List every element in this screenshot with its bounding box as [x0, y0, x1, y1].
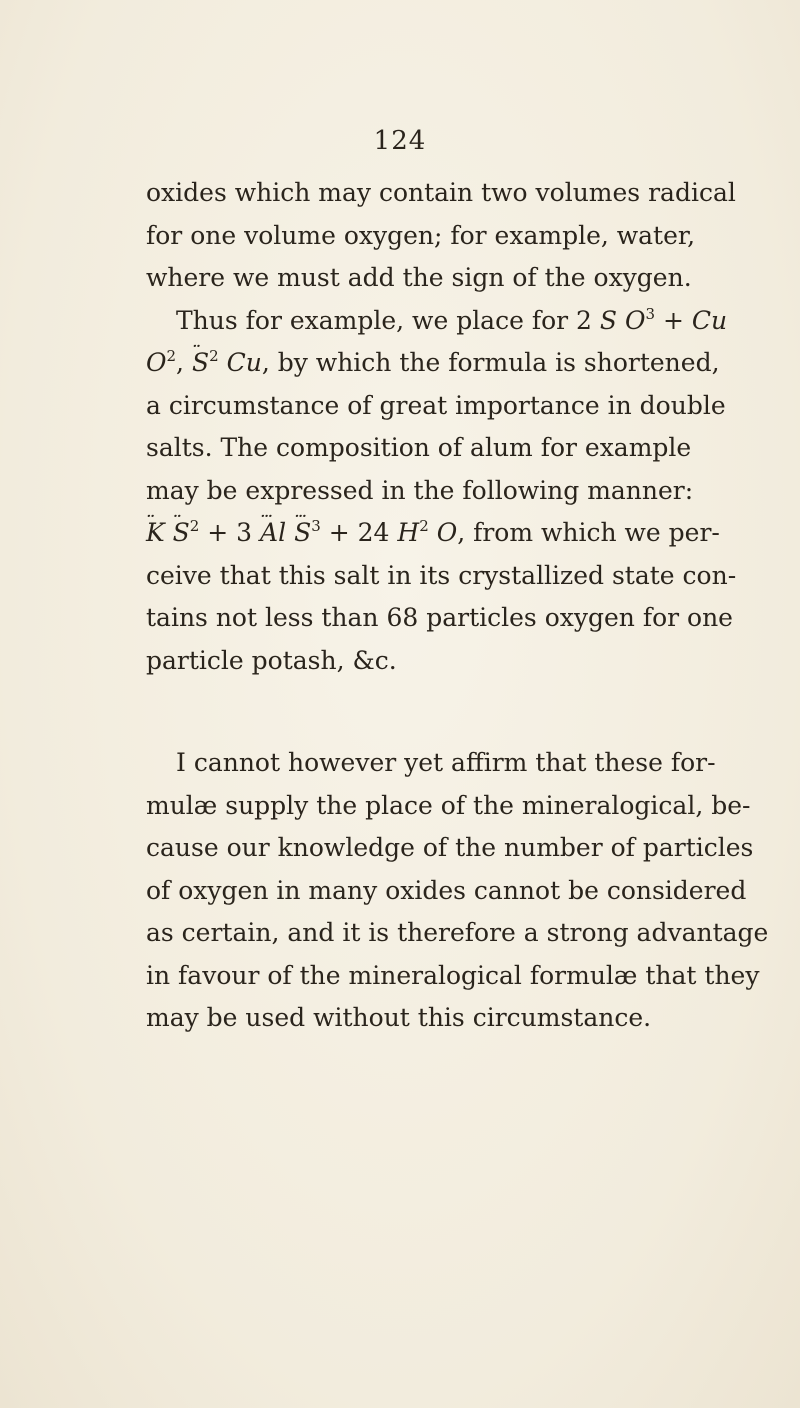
- paragraph-2: [146, 742, 769, 1040]
- formula-symbol: O: [436, 518, 458, 547]
- text-line: for one volume oxygen; for example, water,: [146, 220, 696, 250]
- text-line: where we must add the sign of the oxygen.: [146, 263, 692, 292]
- paragraph-1: [146, 172, 737, 682]
- formula-superscript: 2: [189, 517, 200, 535]
- text-line: in favour of the mineralogical formulæ that they: [146, 960, 760, 990]
- formula-symbol: O: [146, 348, 167, 377]
- formula-superscript: 2: [209, 347, 219, 365]
- formula-symbol: ·· S: [173, 518, 190, 547]
- text-line: may be expressed in the following manner:: [146, 475, 694, 505]
- text-fragment: Thus for example, we place for 2: [176, 305, 592, 335]
- text-line: of oxygen in many oxides cannot be considered: [146, 875, 747, 905]
- formula-superscript: 2: [419, 517, 429, 535]
- formula-operator: + 24: [328, 518, 390, 547]
- text-line: as certain, and it is therefore a strong advantage: [146, 918, 769, 947]
- formula-symbol: O: [625, 305, 646, 335]
- page-number: 124: [373, 126, 427, 156]
- formula-operator: +: [663, 305, 684, 335]
- formula-operator: + 3: [207, 518, 253, 547]
- text-line: ceive that this salt in its crystallized state con-: [146, 560, 737, 590]
- formula-symbol: S: [599, 305, 618, 335]
- formula-superscript: 3: [311, 517, 321, 535]
- text-line-formula: [146, 300, 728, 343]
- text-line: cause our knowledge of the number of particles: [146, 833, 754, 862]
- formula-symbol: Cu: [691, 305, 728, 335]
- text-line: oxides which may contain two volumes radical: [146, 178, 736, 207]
- text-fragment: , by which the formula is shortened,: [261, 348, 720, 377]
- text-line: mulæ supply the place of the mineralogical, be-: [146, 790, 751, 820]
- text-line: may be used without this circumstance.: [146, 1003, 652, 1032]
- formula-symbol: H: [397, 518, 420, 547]
- formula-symbol: ··· Al: [260, 518, 286, 547]
- text-fragment: , from which we per-: [457, 518, 720, 547]
- text-line-formula: [146, 512, 720, 555]
- text-line: salts. The composition of alum for example: [146, 433, 692, 462]
- formula-symbol: Cu: [226, 348, 262, 377]
- text-line: tains not less than 68 particles oxygen for one: [146, 603, 733, 632]
- formula-superscript: 3: [645, 304, 656, 323]
- text-line: particle potash, &c.: [146, 645, 397, 675]
- text-line-formula: $O^2$, ·· $S^2$ Cu, by which the formula is shortened,: [146, 342, 666, 385]
- text-line: I cannot however yet affirm that these for-: [176, 748, 716, 777]
- formula-symbol: ··· S: [294, 518, 311, 547]
- formula-superscript: 2: [166, 347, 177, 365]
- formula-symbol: ·· S: [192, 348, 209, 377]
- text-line: a circumstance of great importance in double: [146, 390, 726, 420]
- formula-symbol: ·· K: [146, 518, 165, 547]
